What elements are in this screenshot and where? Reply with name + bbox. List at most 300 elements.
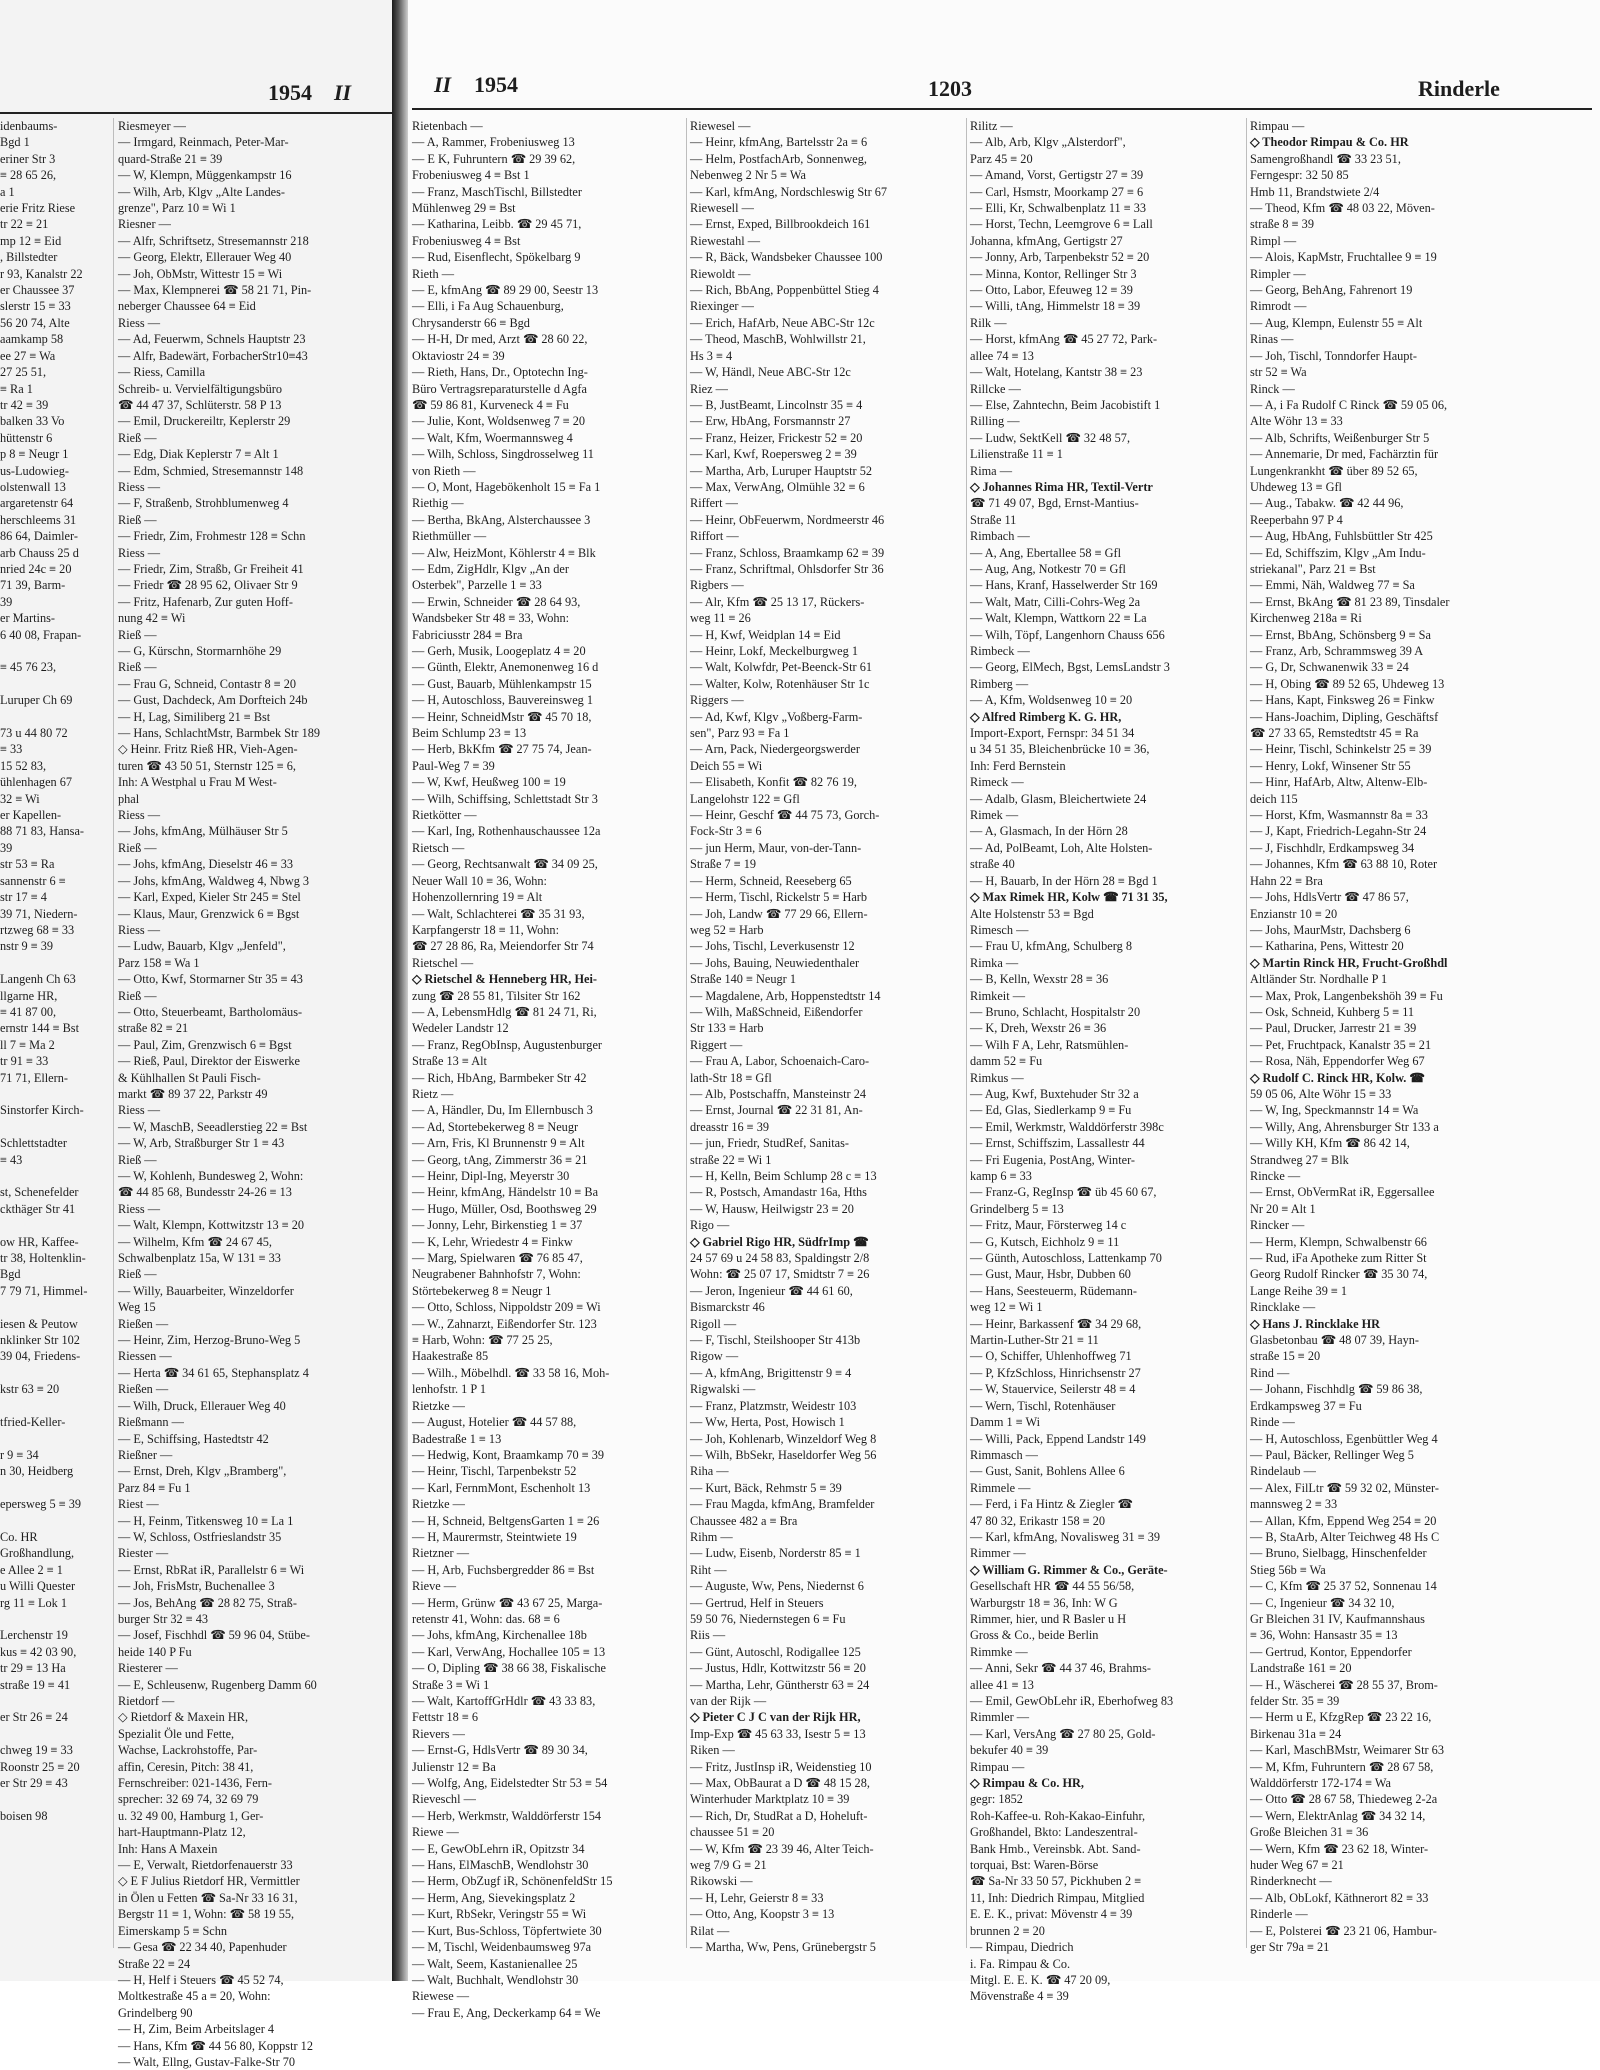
directory-entry: idenbaums- bbox=[0, 119, 58, 133]
directory-entry: — Henry, Lokf, Winsener Str 55 bbox=[1250, 758, 1411, 773]
directory-entry: Riess — bbox=[118, 1201, 161, 1216]
directory-entry: straße 40 bbox=[970, 857, 1015, 872]
directory-entry: Fock-Str 3 ≡ 6 bbox=[690, 824, 762, 839]
directory-entry: Winterhuder Marktplatz 10 ≡ 39 bbox=[690, 1792, 850, 1807]
directory-entry: — Otto, Labor, Efeuweg 12 ≡ 39 bbox=[970, 283, 1133, 298]
directory-entry: ühlenhagen 67 bbox=[0, 775, 73, 790]
directory-entry: — E K, Fuhruntern ☎ 29 39 62, bbox=[412, 151, 576, 166]
directory-entry: Riewoldt — bbox=[690, 266, 751, 281]
directory-entry: straße 15 ≡ 20 bbox=[1250, 1349, 1321, 1364]
left-column-divider bbox=[113, 118, 114, 1948]
directory-entry: straße 82 ≡ 21 bbox=[118, 1021, 189, 1036]
directory-entry: er Chaussee 37 bbox=[0, 283, 75, 298]
directory-entry: — Karl, Exped, Kieler Str 245 ≡ Stel bbox=[118, 890, 301, 905]
directory-entry: Riesterer — bbox=[118, 1661, 178, 1676]
directory-entry: — Willi, Pack, Eppend Landstr 149 bbox=[970, 1431, 1146, 1446]
directory-entry: ≡ 43 bbox=[0, 1152, 23, 1167]
directory-entry: — Heinr, kfmAng, Bartelsstr 2a ≡ 6 bbox=[690, 135, 868, 150]
directory-entry: — Franz, Schloss, Braamkamp 62 ≡ 39 bbox=[690, 545, 885, 560]
directory-entry: — Elisabeth, Konfit ☎ 82 76 19, bbox=[690, 775, 857, 790]
directory-entry: Johanna, kfmAng, Gertigstr 27 bbox=[970, 233, 1123, 248]
left-header-rule bbox=[0, 112, 392, 114]
directory-entry: erie Fritz Riese bbox=[0, 201, 76, 216]
directory-entry: — Wern, ElektrAnlag ☎ 34 32 14, bbox=[1250, 1808, 1426, 1823]
directory-entry: — Rud, iFa Apotheke zum Ritter St bbox=[1250, 1251, 1427, 1266]
directory-entry: — W, Arb, Straßburger Str 1 ≡ 43 bbox=[118, 1136, 285, 1151]
directory-entry: Inh: Ferd Bernstein bbox=[970, 758, 1066, 773]
directory-entry: Riha — bbox=[690, 1464, 729, 1479]
right-column-divider-3 bbox=[1246, 118, 1247, 1948]
directory-entry: Rießmann — bbox=[118, 1415, 184, 1430]
directory-entry: Rimpler — bbox=[1250, 266, 1306, 281]
directory-entry: ll 7 ≡ Ma 2 bbox=[0, 1037, 55, 1052]
directory-entry: — Kurt, RbSekr, Veringstr 55 ≡ Wi bbox=[412, 1907, 587, 1922]
book-gutter bbox=[392, 0, 408, 1981]
directory-entry: iesen & Peutow bbox=[0, 1316, 78, 1331]
directory-entry: 71 39, Barm- bbox=[0, 578, 66, 593]
directory-entry: — Emil, GewObLehr iR, Eberhofweg 83 bbox=[970, 1694, 1174, 1708]
directory-entry: n 30, Heidberg bbox=[0, 1464, 74, 1479]
directory-entry: Parz 84 ≡ Fu 1 bbox=[118, 1480, 191, 1495]
directory-entry: Rind — bbox=[1250, 1365, 1290, 1380]
directory-entry: — Riess, Camilla bbox=[118, 365, 206, 380]
directory-entry: Langelohstr 122 ≡ Gfl bbox=[690, 791, 800, 806]
directory-entry: er Kapellen- bbox=[0, 808, 62, 823]
directory-entry: — Johs, kfmAng, Mülhäuser Str 5 bbox=[118, 824, 288, 839]
directory-entry: — B, Kelln, Wexstr 28 ≡ 36 bbox=[970, 972, 1109, 987]
directory-entry: ◇ Gabriel Rigo HR, SüdfrImp ☎ bbox=[690, 1234, 869, 1249]
directory-entry: — Hans, ElMaschB, Wendlohstr 30 bbox=[412, 1858, 589, 1873]
directory-entry: ◇ Max Rimek HR, Kolw ☎ 71 31 35, bbox=[970, 890, 1168, 905]
directory-entry: straße 19 ≡ 41 bbox=[0, 1677, 71, 1692]
directory-entry: straße 22 ≡ Wi 1 bbox=[690, 1152, 772, 1167]
directory-entry: — Georg, Elektr, Ellerauer Weg 40 bbox=[118, 250, 292, 265]
directory-entry: Rimrodt — bbox=[1250, 299, 1307, 314]
directory-entry: Strandweg 27 ≡ Blk bbox=[1250, 1152, 1349, 1167]
directory-entry: — Hans, Kranf, Hasselwerder Str 169 bbox=[970, 578, 1158, 593]
directory-entry: — Gertrud, Helf in Steuers bbox=[690, 1595, 824, 1610]
directory-entry: er Str 29 ≡ 43 bbox=[0, 1776, 68, 1791]
directory-entry: — H, Schneid, BeltgensGarten 1 ≡ 26 bbox=[412, 1513, 600, 1528]
directory-entry: van der Rijk — bbox=[690, 1694, 767, 1708]
directory-entry: boisen 98 bbox=[0, 1808, 48, 1823]
right-header-rule bbox=[412, 108, 1592, 110]
directory-entry: — Ernst, Schiffszim, Lassallestr 44 bbox=[970, 1136, 1145, 1151]
directory-entry: Straße 11 bbox=[970, 512, 1017, 527]
directory-entry: Straße 140 ≡ Neugr 1 bbox=[690, 972, 796, 987]
directory-entry: Rietschel — bbox=[412, 955, 474, 970]
directory-entry: — Karl, Kwf, Roepersweg 2 ≡ 39 bbox=[690, 447, 857, 462]
directory-entry: — Hans, Kfm ☎ 44 56 80, Koppstr 12 bbox=[118, 2038, 313, 2053]
directory-entry: ◇ Rudolf C. Rinck HR, Kolw. ☎ bbox=[1250, 1070, 1425, 1085]
directory-entry: Lange Reihe 39 ≡ 1 bbox=[1250, 1283, 1348, 1298]
directory-entry: weg 11 ≡ 26 bbox=[690, 611, 751, 626]
directory-entry: — H, Bauarb, In der Hörn 28 ≡ Bgd 1 bbox=[970, 873, 1158, 888]
directory-entry: — W, Ing, Speckmannstr 14 ≡ Wa bbox=[1250, 1103, 1419, 1118]
directory-entry: Schreib- u. Vervielfältigungsbüro bbox=[118, 381, 283, 396]
directory-entry: striekanal", Parz 21 ≡ Bst bbox=[1250, 561, 1376, 576]
directory-entry: Riewe — bbox=[412, 1825, 459, 1840]
directory-entry: — Jonny, Arb, Tarpenbekstr 52 ≡ 20 bbox=[970, 250, 1150, 265]
directory-entry: — W, Händl, Neue ABC-Str 12c bbox=[690, 365, 851, 380]
directory-entry: — Joh, FrisMstr, Buchenallee 3 bbox=[118, 1579, 275, 1594]
directory-entry: — W, Klempn, Müggenkampstr 16 bbox=[118, 168, 292, 183]
directory-entry: — Hinr, HafArb, Altw, Altenw-Elb- bbox=[1250, 775, 1428, 790]
directory-entry: — Walt, Buchhalt, Wendlohstr 30 bbox=[412, 1972, 579, 1987]
directory-entry: Riggers — bbox=[690, 693, 744, 708]
directory-entry: — A, Händler, Du, Im Ellernbusch 3 bbox=[412, 1103, 593, 1118]
directory-entry: — Heinr, Tischl, Tarpenbekstr 52 bbox=[412, 1464, 577, 1479]
directory-entry: 6 40 08, Frapan- bbox=[0, 627, 82, 642]
directory-entry: — Ernst, ObVermRat iR, Eggersallee bbox=[1250, 1185, 1435, 1200]
directory-entry: nstr 9 ≡ 39 bbox=[0, 939, 54, 954]
directory-entry bbox=[0, 1168, 110, 1184]
directory-entry: — Karl, MaschBMstr, Weimarer Str 63 bbox=[1250, 1743, 1444, 1758]
directory-entry: ◇ Alfred Rimberg K. G. HR, bbox=[970, 709, 1122, 724]
directory-entry: — Rich, Dr, StudRat a D, Hoheluft- bbox=[690, 1808, 868, 1823]
directory-entry: — Hans-Joachim, Dipling, Geschäftsf bbox=[1250, 709, 1439, 724]
directory-entry: Rincke — bbox=[1250, 1169, 1301, 1183]
directory-entry: Nr 20 ≡ Alt 1 bbox=[1250, 1201, 1316, 1216]
directory-entry: — W, Kfm ☎ 23 39 46, Alter Teich- bbox=[690, 1841, 874, 1856]
directory-entry: — E, Schiffsing, Hastedtstr 42 bbox=[118, 1431, 269, 1446]
directory-entry: Riffort — bbox=[690, 529, 739, 544]
directory-entry: — Frau A, Labor, Schoenaich-Caro- bbox=[690, 1054, 870, 1069]
directory-entry: E. E. K., privat: Mövenstr 4 ≡ 39 bbox=[970, 1907, 1133, 1922]
directory-entry: — Willy, Ang, Ahrensburger Str 133 a bbox=[1250, 1119, 1439, 1134]
directory-entry: — O, Mont, Hagebökenholt 15 ≡ Fa 1 bbox=[412, 479, 601, 494]
directory-entry: — jun, Friedr, StudRef, Sanitas- bbox=[690, 1136, 850, 1151]
directory-entry: — Ed, Glas, Siedlerkamp 9 ≡ Fu bbox=[970, 1103, 1132, 1118]
directory-entry: — Pet, Fruchtpack, Kanalstr 35 ≡ 21 bbox=[1250, 1037, 1432, 1052]
directory-entry: Rieth — bbox=[412, 266, 455, 281]
directory-entry: — Gust, Sanit, Bohlens Allee 6 bbox=[970, 1464, 1125, 1479]
directory-entry: — Ludw, Eisenb, Norderstr 85 ≡ 1 bbox=[690, 1546, 861, 1561]
directory-entry: — Katharina, Leibb. ☎ 29 45 71, bbox=[412, 217, 582, 232]
directory-entry: — Kurt, Bäck, Rehmstr 5 ≡ 39 bbox=[690, 1480, 842, 1495]
right-column-1 bbox=[412, 118, 682, 2021]
directory-entry: olstenwall 13 bbox=[0, 479, 66, 494]
directory-entry: — Johs, HdlsVertr ☎ 47 86 57, bbox=[1250, 890, 1409, 905]
directory-entry: — G, Kutsch, Eichholz 9 ≡ 11 bbox=[970, 1234, 1120, 1249]
directory-entry: — Franz, Arb, Schrammsweg 39 A bbox=[1250, 644, 1424, 658]
directory-entry: Warburgstr 18 ≡ 36, Inh: W G bbox=[970, 1595, 1118, 1610]
directory-entry: — Karl, VerwAng, Hochallee 105 ≡ 13 bbox=[412, 1644, 606, 1659]
directory-entry: turen ☎ 43 50 51, Sternstr 125 ≡ 6, bbox=[118, 758, 296, 773]
directory-entry: Frobeniusweg 4 ≡ Bst 1 bbox=[412, 168, 530, 183]
directory-entry: Wachse, Lackrohstoffe, Par- bbox=[118, 1743, 258, 1758]
directory-entry: ◇ Rimpau & Co. HR, bbox=[970, 1776, 1084, 1791]
directory-entry: — Otto, Steuerbeamt, Bartholomäus- bbox=[118, 1004, 303, 1019]
directory-entry: tr 42 ≡ 39 bbox=[0, 397, 49, 412]
directory-entry: r 93, Kanalstr 22 bbox=[0, 266, 83, 281]
directory-entry: Martin-Luther-Str 21 ≡ 11 bbox=[970, 1333, 1099, 1348]
directory-entry: — Walt, Matr, Cilli-Cohrs-Weg 2a bbox=[970, 594, 1141, 609]
directory-entry: — Wilh, Arb, Klgv „Alte Landes- bbox=[118, 184, 285, 199]
directory-entry: — Friedr ☎ 28 95 62, Olivaer Str 9 bbox=[118, 578, 298, 593]
directory-entry: — W, MaschB, Seeadlerstieg 22 ≡ Bst bbox=[118, 1119, 308, 1134]
directory-entry: — Marg, Spielwaren ☎ 76 85 47, bbox=[412, 1251, 583, 1266]
directory-entry: Riewestahl — bbox=[690, 233, 761, 248]
directory-entry: Rieß — bbox=[118, 1152, 157, 1167]
directory-entry: Rimmer, hier, und R Basler u H bbox=[970, 1611, 1127, 1626]
directory-entry: — Anni, Sekr ☎ 44 37 46, Brahms- bbox=[970, 1661, 1151, 1676]
directory-entry: — Justus, Hdlr, Kottwitzstr 56 ≡ 20 bbox=[690, 1661, 866, 1676]
directory-entry: Riffert — bbox=[690, 496, 738, 511]
directory-entry: — Aug, Kwf, Buxtehuder Str 32 a bbox=[970, 1086, 1139, 1101]
directory-entry: Riethig — bbox=[412, 496, 464, 511]
directory-entry: tr 22 ≡ 21 bbox=[0, 217, 49, 232]
directory-entry: Gr Bleichen 31 IV, Kaufmannshaus bbox=[1250, 1611, 1425, 1626]
directory-entry: Rilk — bbox=[970, 315, 1007, 330]
directory-entry: Mühlenweg 29 ≡ Bst bbox=[412, 201, 516, 216]
directory-entry: 32 ≡ Wi bbox=[0, 791, 40, 806]
directory-entry: Rimmasch — bbox=[970, 1447, 1038, 1462]
directory-entry: — August, Hotelier ☎ 44 57 88, bbox=[412, 1415, 577, 1430]
directory-entry: Chrysanderstr 66 ≡ Bgd bbox=[412, 315, 530, 330]
directory-entry: — Max, VerwAng, Olmühle 32 ≡ 6 bbox=[690, 479, 865, 494]
directory-entry: — Jos, BehAng ☎ 28 82 75, Straß- bbox=[118, 1595, 297, 1610]
directory-entry: — Walt, Klempn, Wattkorn 22 ≡ La bbox=[970, 611, 1147, 626]
directory-entry: — A, Glasmach, In der Hörn 28 bbox=[970, 824, 1128, 839]
directory-entry: weg 52 ≡ Harb bbox=[690, 922, 764, 937]
directory-entry: — Joh, Tischl, Tonndorfer Haupt- bbox=[1250, 348, 1417, 363]
directory-entry: — Horst, Techn, Leemgrove 6 ≡ Lall bbox=[970, 217, 1153, 232]
left-header-volume: II bbox=[334, 80, 352, 105]
directory-entry: — Elli, i Fa Aug Schauenburg, bbox=[412, 299, 564, 314]
directory-entry: — Erich, HafArb, Neue ABC-Str 12c bbox=[690, 315, 875, 330]
directory-entry: ◇ E F Julius Rietdorf HR, Vermittler bbox=[118, 1874, 300, 1889]
directory-entry: st, Schenefelder bbox=[0, 1185, 79, 1200]
directory-entry: ☎ 27 33 65, Remstedtstr 45 ≡ Ra bbox=[1250, 726, 1419, 741]
directory-entry: damm 52 ≡ Fu bbox=[970, 1054, 1043, 1069]
directory-entry: — Walt, Hotelang, Kantstr 38 ≡ 23 bbox=[970, 365, 1143, 380]
directory-entry: 86 64, Daimler- bbox=[0, 529, 78, 544]
directory-entry: p 8 ≡ Neugr 1 bbox=[0, 447, 69, 462]
directory-entry: — Ernst, Dreh, Klgv „Bramberg", bbox=[118, 1464, 287, 1479]
directory-entry: mannsweg 2 ≡ 33 bbox=[1250, 1497, 1338, 1512]
directory-entry: Osterbek", Parzelle 1 ≡ 33 bbox=[412, 578, 542, 593]
directory-entry: Rimkus — bbox=[970, 1070, 1024, 1085]
directory-entry: & Kühlhallen St Pauli Fisch- bbox=[118, 1070, 261, 1085]
directory-entry: — Martha, Lehr, Güntherstr 63 ≡ 24 bbox=[690, 1677, 870, 1692]
directory-entry: — K, Dreh, Wexstr 26 ≡ 36 bbox=[970, 1021, 1107, 1036]
directory-entry: — Osk, Schneid, Kuhberg 5 ≡ 11 bbox=[1250, 1004, 1415, 1019]
directory-entry: — Alb, Schrifts, Weißenburger Str 5 bbox=[1250, 430, 1430, 445]
directory-entry: Weg 15 bbox=[118, 1300, 156, 1315]
directory-entry: — Allan, Kfm, Eppend Weg 254 ≡ 20 bbox=[1250, 1513, 1437, 1528]
directory-entry: argaretenstr 64 bbox=[0, 496, 74, 511]
directory-entry: Rieß — bbox=[118, 840, 157, 855]
directory-entry bbox=[0, 676, 110, 692]
directory-entry: — H, Autoschloss, Bauvereinsweg 1 bbox=[412, 693, 594, 708]
directory-entry: Riexinger — bbox=[690, 299, 754, 314]
directory-entry: — Ludw, Bauarb, Klgv „Jenfeld", bbox=[118, 939, 286, 954]
directory-entry: Hs 3 ≡ 4 bbox=[690, 348, 733, 363]
directory-entry: Schlettstadter bbox=[0, 1136, 67, 1151]
directory-entry: — Annemarie, Dr med, Fachärztin für bbox=[1250, 447, 1439, 462]
directory-entry: — O, Dipling ☎ 38 66 38, Fiskalische bbox=[412, 1661, 606, 1676]
directory-entry: — Herm, Schneid, Reeseberg 65 bbox=[690, 873, 852, 888]
directory-entry: — Franz-G, RegInsp ☎ üb 45 60 67, bbox=[970, 1185, 1157, 1200]
directory-entry: — H, Maurermstr, Steintwiete 19 bbox=[412, 1529, 577, 1544]
directory-entry: — Erw, HbAng, Forsmannstr 27 bbox=[690, 414, 851, 429]
directory-entry: Rietkötter — bbox=[412, 808, 477, 823]
directory-entry: — R, Bäck, Wandsbeker Chaussee 100 bbox=[690, 250, 883, 265]
directory-entry: — Frau G, Schneid, Contastr 8 ≡ 20 bbox=[118, 676, 297, 691]
directory-entry: ≡ 33 bbox=[0, 742, 23, 757]
directory-entry: — A, kfmAng, Brigittenstr 9 ≡ 4 bbox=[690, 1365, 852, 1380]
right-column-4 bbox=[1250, 118, 1542, 1956]
directory-entry: e Allee 2 ≡ 1 bbox=[0, 1562, 63, 1577]
directory-entry: Rieß — bbox=[118, 1267, 157, 1282]
directory-entry: — Joh, Kohlenarb, Winzeldorf Weg 8 bbox=[690, 1431, 877, 1446]
directory-entry: — Gust, Bauarb, Mühlenkampstr 15 bbox=[412, 676, 592, 691]
directory-entry: Rinck — bbox=[1250, 381, 1295, 396]
directory-entry: ◇ Johannes Rima HR, Textil-Vertr bbox=[970, 479, 1153, 494]
directory-entry: zung ☎ 28 55 81, Tilsiter Str 162 bbox=[412, 988, 581, 1003]
directory-entry: — Heinr, Geschf ☎ 44 75 73, Gorch- bbox=[690, 808, 880, 823]
directory-entry: — Herm, ObZugf iR, SchönenfeldStr 15 bbox=[412, 1874, 613, 1889]
directory-entry: Hahn 22 ≡ Bra bbox=[1250, 873, 1323, 888]
right-column-divider-1 bbox=[686, 118, 687, 1948]
directory-entry: sen", Parz 93 ≡ Fa 1 bbox=[690, 726, 790, 741]
directory-entry: — Ernst, Exped, Billbrookdeich 161 bbox=[690, 217, 871, 232]
directory-entry: Rimpau — bbox=[1250, 119, 1305, 133]
directory-entry: — W, Schloss, Ostfrieslandstr 35 bbox=[118, 1529, 282, 1544]
directory-entry: kstr 63 ≡ 20 bbox=[0, 1382, 60, 1397]
directory-entry: — Ww, Herta, Post, Howisch 1 bbox=[690, 1415, 845, 1430]
directory-entry: Rietdorf — bbox=[118, 1694, 175, 1708]
directory-entry: ger Str 79a ≡ 21 bbox=[1250, 1940, 1330, 1955]
directory-entry: ow HR, Kaffee- bbox=[0, 1234, 79, 1249]
directory-entry: — H, Lehr, Geierstr 8 ≡ 33 bbox=[690, 1890, 824, 1905]
directory-entry: — Frau E, Ang, Deckerkamp 64 ≡ We bbox=[412, 2005, 601, 2020]
left-header-year: 1954 bbox=[268, 80, 312, 105]
directory-entry: — H, Helf i Steuers ☎ 45 52 74, bbox=[118, 1972, 284, 1987]
directory-entry: Deich 55 ≡ Wi bbox=[690, 758, 763, 773]
directory-entry: dreasstr 16 ≡ 39 bbox=[690, 1119, 769, 1134]
directory-entry: — Otto ☎ 28 67 58, Thiedeweg 2-2a bbox=[1250, 1792, 1438, 1807]
directory-entry: markt ☎ 89 37 22, Parkstr 49 bbox=[118, 1086, 268, 1101]
directory-entry bbox=[0, 1791, 110, 1807]
directory-entry: Rilitz — bbox=[970, 119, 1013, 133]
directory-entry: — M, Kfm, Fuhruntern ☎ 28 67 58, bbox=[1250, 1759, 1434, 1774]
directory-entry: in Ölen u Fetten ☎ Sa-Nr 33 16 31, bbox=[118, 1890, 298, 1905]
directory-entry: Oktaviostr 24 ≡ 39 bbox=[412, 348, 505, 363]
directory-entry: — Karl, Ing, Rothenhauschaussee 12a bbox=[412, 824, 601, 839]
directory-entry: ≡ 45 76 23, bbox=[0, 660, 57, 675]
directory-entry: — Willi, tAng, Himmelstr 18 ≡ 39 bbox=[970, 299, 1141, 314]
directory-entry: — Horst, Kfm, Wasmannstr 8a ≡ 33 bbox=[1250, 808, 1428, 823]
directory-entry: Beim Schlump 23 ≡ 13 bbox=[412, 726, 527, 741]
directory-entry: — H-H, Dr med, Arzt ☎ 28 60 22, bbox=[412, 332, 588, 347]
directory-entry: — H, Feinm, Titkensweg 10 ≡ La 1 bbox=[118, 1513, 294, 1528]
directory-entry: Hmb 11, Brandstwiete 2/4 bbox=[1250, 184, 1380, 199]
directory-entry: Rimka — bbox=[970, 955, 1019, 970]
directory-entry: heide 140 P Fu bbox=[118, 1644, 192, 1659]
directory-entry: Rimkeit — bbox=[970, 988, 1025, 1003]
directory-entry: — E, Verwalt, Rietdorfenauerstr 33 bbox=[118, 1858, 293, 1873]
directory-entry: — Emil, Druckereiltr, Keplerstr 29 bbox=[118, 414, 291, 429]
directory-entry: Wedeler Landstr 12 bbox=[412, 1021, 509, 1036]
directory-entry: 56 20 74, Alte bbox=[0, 315, 70, 330]
directory-entry: mp 12 ≡ Eid bbox=[0, 233, 62, 248]
directory-entry: Straße 22 ≡ 24 bbox=[118, 1956, 191, 1971]
directory-entry bbox=[0, 643, 110, 659]
directory-entry: a 1 bbox=[0, 184, 15, 199]
directory-entry: Mitgl. E. E. K. ☎ 47 20 09, bbox=[970, 1972, 1111, 1987]
directory-entry: — Wilh, Töpf, Langenhorn Chauss 656 bbox=[970, 627, 1165, 642]
directory-entry: chaussee 51 ≡ 20 bbox=[690, 1825, 775, 1840]
directory-entry: ≡ 28 65 26, bbox=[0, 168, 57, 183]
directory-entry: — Friedr, Zim, Straßb, Gr Freiheit 41 bbox=[118, 561, 304, 576]
directory-entry: — P, KfzSchloss, Hinrichsenstr 27 bbox=[970, 1365, 1141, 1380]
directory-entry: — Hugo, Müller, Osd, Boothsweg 29 bbox=[412, 1201, 597, 1216]
directory-entry: — Otto, Schloss, Nippoldstr 209 ≡ Wi bbox=[412, 1300, 601, 1315]
directory-entry: deich 115 bbox=[1250, 791, 1298, 806]
directory-entry: Rimpl — bbox=[1250, 233, 1297, 248]
left-column-b bbox=[118, 118, 390, 2070]
directory-entry: Rimesch — bbox=[970, 922, 1029, 937]
directory-entry: Rigbers — bbox=[690, 578, 744, 593]
directory-entry: — Martha, Ww, Pens, Grünebergstr 5 bbox=[690, 1940, 876, 1955]
directory-entry: Rietzner — bbox=[412, 1546, 470, 1561]
directory-entry: — Günth, Elektr, Anemonenweg 16 d bbox=[412, 660, 599, 675]
directory-entry: — Julie, Kont, Woldsenweg 7 ≡ 20 bbox=[412, 414, 586, 429]
directory-entry: — Franz, Platzmstr, Weidestr 103 bbox=[690, 1398, 857, 1413]
directory-entry: — Walt, Seem, Kastanienallee 25 bbox=[412, 1956, 578, 1971]
directory-entry: — Theod, Kfm ☎ 48 03 22, Möven- bbox=[1250, 201, 1435, 216]
directory-entry: — B, StaArb, Alter Teichweg 48 Hs C bbox=[1250, 1529, 1440, 1544]
directory-entry: Wohn: ☎ 25 07 17, Smidtstr 7 ≡ 26 bbox=[690, 1267, 870, 1282]
directory-entry: ernstr 144 ≡ Bst bbox=[0, 1021, 80, 1036]
directory-entry: — E, kfmAng ☎ 89 29 00, Seestr 13 bbox=[412, 283, 599, 298]
directory-entry: Rimbeck — bbox=[970, 644, 1030, 658]
directory-entry: 88 71 83, Hansa- bbox=[0, 824, 85, 839]
directory-entry: herschleems 31 bbox=[0, 512, 77, 527]
directory-entry: Schwalbenplatz 15a, W 131 ≡ 33 bbox=[118, 1251, 281, 1266]
directory-entry bbox=[0, 1398, 110, 1414]
directory-entry: Uhdeweg 13 ≡ Gfl bbox=[1250, 479, 1342, 494]
directory-entry: Riesner — bbox=[118, 217, 171, 232]
directory-entry: 24 57 69 u 24 58 83, Spaldingstr 2/8 bbox=[690, 1251, 870, 1266]
directory-entry: — Wilhelm, Kfm ☎ 24 67 45, bbox=[118, 1234, 272, 1249]
directory-entry: — Fritz, Hafenarb, Zur guten Hoff- bbox=[118, 594, 293, 609]
directory-entry: i. Fa. Rimpau & Co. bbox=[970, 1956, 1071, 1971]
directory-entry: Rießner — bbox=[118, 1447, 173, 1462]
directory-entry: grenze", Parz 10 ≡ Wi 1 bbox=[118, 201, 236, 216]
directory-entry: Rimek — bbox=[970, 808, 1019, 823]
directory-entry: — Wilh, Schloss, Singdrosselweg 11 bbox=[412, 447, 594, 462]
directory-entry: ◇ Rietschel & Henneberg HR, Hei- bbox=[412, 972, 597, 987]
directory-entry: Riken — bbox=[690, 1743, 735, 1758]
directory-entry: ☎ 44 85 68, Bundesstr 24-26 ≡ 13 bbox=[118, 1185, 292, 1200]
directory-entry: tr 91 ≡ 33 bbox=[0, 1054, 49, 1069]
directory-entry: — W, Hausw, Heilwigstr 23 ≡ 20 bbox=[690, 1201, 854, 1216]
directory-entry: Chaussee 482 a ≡ Bra bbox=[690, 1513, 798, 1528]
directory-entry: Rimeck — bbox=[970, 775, 1024, 790]
directory-entry: — F, Tischl, Steilshooper Str 413b bbox=[690, 1333, 861, 1348]
directory-entry: Rigwalski — bbox=[690, 1382, 756, 1397]
directory-entry: — Edm, Schmied, Stresemannstr 148 bbox=[118, 463, 304, 478]
directory-entry: — C, Ingenieur ☎ 34 32 10, bbox=[1250, 1595, 1395, 1610]
directory-entry: — H, Kwf, Weidplan 14 ≡ Eid bbox=[690, 627, 841, 642]
left-page-fragment bbox=[0, 0, 392, 2069]
directory-entry: — Georg, ElMech, Bgst, LemsLandstr 3 bbox=[970, 660, 1170, 675]
directory-entry: — Franz, Schriftmal, Ohlsdorfer Str 36 bbox=[690, 561, 884, 576]
directory-entry: Riess — bbox=[118, 1103, 161, 1118]
